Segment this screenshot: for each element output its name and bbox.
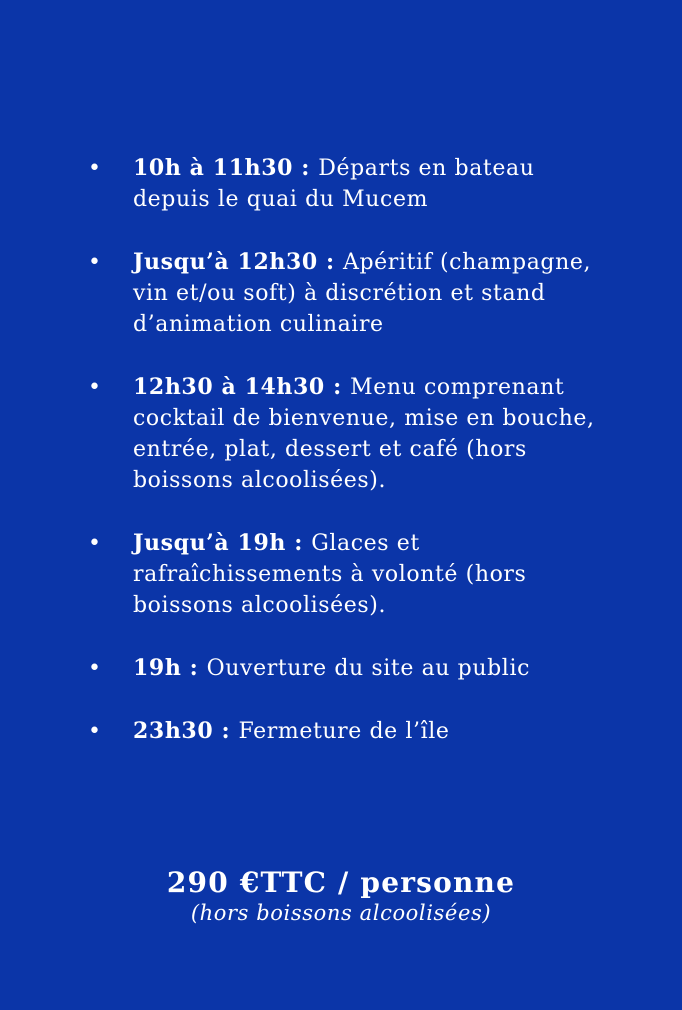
schedule-time: 12h30 à 14h30 : — [133, 374, 351, 400]
bullet-icon: • — [88, 531, 102, 556]
price-note: (hors boissons alcoolisées) — [190, 901, 492, 925]
price-block — [0, 866, 682, 926]
schedule-description: Menu comprenant cocktail de bienvenue, mise en bouche, entrée, plat, dessert et café (hors boissons alcoolisées). — [133, 375, 595, 493]
schedule-description: Apéritif (champagne, vin et/ou soft) à discrétion et stand d’animation culinaire — [133, 250, 592, 337]
bullet-icon: • — [88, 156, 102, 181]
schedule-description: Fermeture de l’île — [238, 719, 450, 744]
schedule-item-2 — [88, 372, 618, 496]
schedule-item-4 — [88, 653, 618, 684]
schedule-description: Glaces et rafraîchissements à volonté (hors boissons alcoolisées). — [133, 531, 527, 618]
schedule-time: 23h30 : — [133, 718, 239, 744]
schedule-time: Jusqu’à 12h30 : — [133, 249, 344, 275]
bullet-icon: • — [88, 250, 102, 275]
bullet-icon: • — [88, 719, 102, 744]
bullet-icon: • — [88, 656, 102, 681]
schedule-item-1 — [88, 247, 618, 340]
schedule-description: Départs en bateau depuis le quai du Mucem — [133, 156, 535, 212]
schedule-time: 10h à 11h30 : — [133, 155, 319, 181]
schedule-item-0 — [88, 153, 618, 215]
schedule-item-3 — [88, 528, 618, 621]
price-label: 290 €TTC / personne — [166, 866, 516, 899]
schedule-item-5 — [88, 716, 618, 747]
schedule-list — [88, 153, 618, 779]
schedule-description: Ouverture du site au public — [206, 656, 530, 681]
schedule-time: Jusqu’à 19h : — [133, 530, 312, 556]
bullet-icon: • — [88, 375, 102, 400]
schedule-time: 19h : — [133, 655, 207, 681]
